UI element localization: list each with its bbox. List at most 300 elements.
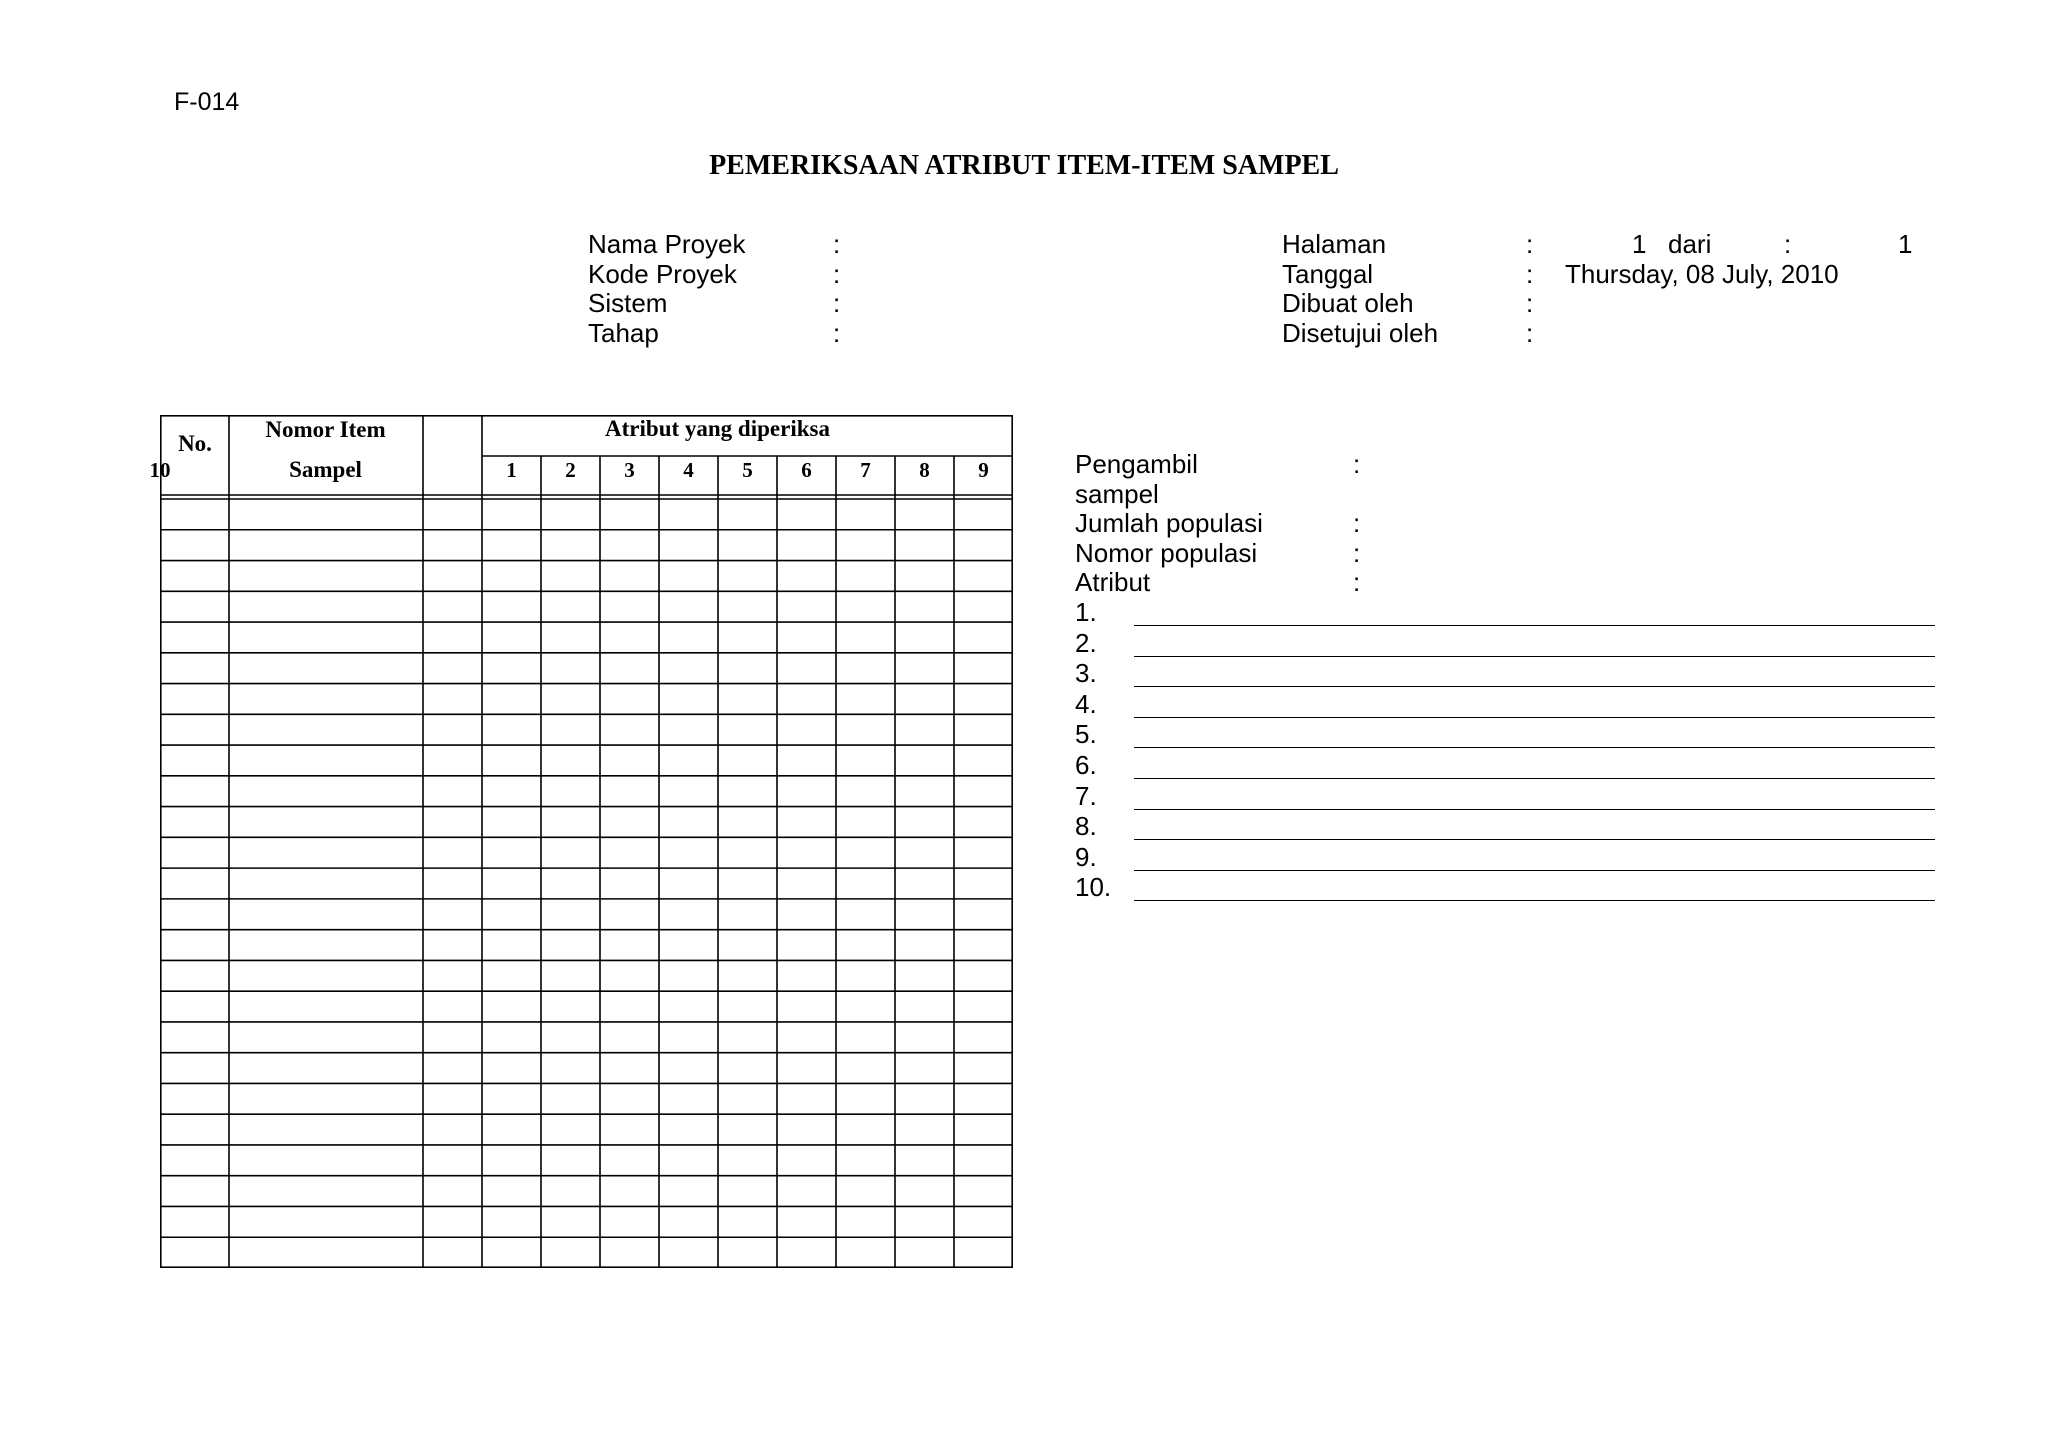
attribute-check-cell[interactable] <box>601 777 658 806</box>
attribute-check-cell[interactable] <box>660 1207 717 1236</box>
row-number-cell[interactable] <box>161 1023 228 1052</box>
attribute-fill-line[interactable] <box>1134 870 1935 871</box>
attribute-check-cell[interactable] <box>483 500 540 529</box>
attribute-check-cell[interactable] <box>483 961 540 990</box>
row-number-cell[interactable] <box>161 869 228 898</box>
item-number-cell[interactable] <box>230 592 422 621</box>
attribute-check-cell[interactable] <box>719 500 776 529</box>
attribute-check-cell[interactable] <box>542 931 599 960</box>
attribute-check-cell[interactable] <box>601 961 658 990</box>
attribute-check-cell[interactable] <box>955 808 1012 837</box>
attribute-check-cell[interactable] <box>837 961 894 990</box>
row-number-cell[interactable] <box>161 992 228 1021</box>
attribute-check-cell[interactable] <box>896 808 953 837</box>
attribute-fill-line[interactable] <box>1134 625 1935 626</box>
attribute-check-cell[interactable] <box>896 1207 953 1236</box>
attribute-check-cell[interactable] <box>483 869 540 898</box>
attribute-check-cell[interactable] <box>601 1023 658 1052</box>
attribute-check-cell[interactable] <box>778 715 835 744</box>
attribute-check-cell[interactable] <box>955 1023 1012 1052</box>
attribute-check-cell[interactable] <box>424 1054 481 1083</box>
row-number-cell[interactable] <box>161 654 228 683</box>
attribute-check-cell[interactable] <box>837 1084 894 1113</box>
attribute-check-cell[interactable] <box>778 961 835 990</box>
attribute-check-cell[interactable] <box>424 1023 481 1052</box>
attribute-check-cell[interactable] <box>837 1146 894 1175</box>
attribute-check-cell[interactable] <box>483 592 540 621</box>
attribute-check-cell[interactable] <box>542 838 599 867</box>
attribute-check-cell[interactable] <box>955 623 1012 652</box>
attribute-check-cell[interactable] <box>955 592 1012 621</box>
item-number-cell[interactable] <box>230 777 422 806</box>
attribute-check-cell[interactable] <box>660 500 717 529</box>
attribute-check-cell[interactable] <box>955 961 1012 990</box>
attribute-check-cell[interactable] <box>660 715 717 744</box>
attribute-check-cell[interactable] <box>424 931 481 960</box>
attribute-check-cell[interactable] <box>424 1146 481 1175</box>
row-number-cell[interactable] <box>161 500 228 529</box>
item-number-cell[interactable] <box>230 685 422 714</box>
attribute-check-cell[interactable] <box>778 992 835 1021</box>
attribute-check-cell[interactable] <box>424 1115 481 1144</box>
attribute-check-cell[interactable] <box>955 900 1012 929</box>
attribute-check-cell[interactable] <box>542 900 599 929</box>
attribute-check-cell[interactable] <box>719 900 776 929</box>
attribute-check-cell[interactable] <box>424 562 481 591</box>
attribute-check-cell[interactable] <box>837 900 894 929</box>
attribute-check-cell[interactable] <box>837 1115 894 1144</box>
attribute-check-cell[interactable] <box>837 715 894 744</box>
attribute-check-cell[interactable] <box>778 1054 835 1083</box>
attribute-fill-line[interactable] <box>1134 686 1935 687</box>
attribute-check-cell[interactable] <box>424 685 481 714</box>
item-number-cell[interactable] <box>230 992 422 1021</box>
attribute-check-cell[interactable] <box>601 623 658 652</box>
attribute-check-cell[interactable] <box>955 869 1012 898</box>
attribute-check-cell[interactable] <box>483 562 540 591</box>
attribute-check-cell[interactable] <box>542 1177 599 1206</box>
item-number-cell[interactable] <box>230 500 422 529</box>
attribute-check-cell[interactable] <box>542 961 599 990</box>
attribute-check-cell[interactable] <box>778 900 835 929</box>
attribute-check-cell[interactable] <box>778 562 835 591</box>
attribute-check-cell[interactable] <box>483 1238 540 1267</box>
attribute-check-cell[interactable] <box>601 900 658 929</box>
attribute-check-cell[interactable] <box>837 1177 894 1206</box>
attribute-check-cell[interactable] <box>483 654 540 683</box>
attribute-check-cell[interactable] <box>483 1207 540 1236</box>
attribute-check-cell[interactable] <box>719 654 776 683</box>
attribute-check-cell[interactable] <box>542 1054 599 1083</box>
attribute-check-cell[interactable] <box>660 562 717 591</box>
attribute-fill-line[interactable] <box>1134 717 1935 718</box>
attribute-check-cell[interactable] <box>778 623 835 652</box>
item-number-cell[interactable] <box>230 1177 422 1206</box>
attribute-check-cell[interactable] <box>601 592 658 621</box>
row-number-cell[interactable] <box>161 592 228 621</box>
attribute-check-cell[interactable] <box>719 685 776 714</box>
attribute-check-cell[interactable] <box>542 562 599 591</box>
attribute-check-cell[interactable] <box>483 1146 540 1175</box>
attribute-check-cell[interactable] <box>660 1146 717 1175</box>
attribute-check-cell[interactable] <box>896 838 953 867</box>
attribute-check-cell[interactable] <box>837 1238 894 1267</box>
attribute-check-cell[interactable] <box>896 1023 953 1052</box>
attribute-check-cell[interactable] <box>778 931 835 960</box>
item-number-cell[interactable] <box>230 1207 422 1236</box>
attribute-check-cell[interactable] <box>424 1238 481 1267</box>
attribute-check-cell[interactable] <box>837 1023 894 1052</box>
attribute-check-cell[interactable] <box>778 1146 835 1175</box>
item-number-cell[interactable] <box>230 562 422 591</box>
attribute-check-cell[interactable] <box>896 562 953 591</box>
attribute-check-cell[interactable] <box>542 1023 599 1052</box>
attribute-check-cell[interactable] <box>424 1177 481 1206</box>
attribute-check-cell[interactable] <box>778 1084 835 1113</box>
item-number-cell[interactable] <box>230 531 422 560</box>
attribute-check-cell[interactable] <box>896 685 953 714</box>
attribute-check-cell[interactable] <box>660 746 717 775</box>
row-number-cell[interactable] <box>161 715 228 744</box>
attribute-check-cell[interactable] <box>424 900 481 929</box>
attribute-check-cell[interactable] <box>483 900 540 929</box>
attribute-check-cell[interactable] <box>896 500 953 529</box>
attribute-fill-line[interactable] <box>1134 778 1935 779</box>
attribute-check-cell[interactable] <box>660 1238 717 1267</box>
attribute-check-cell[interactable] <box>955 992 1012 1021</box>
item-number-cell[interactable] <box>230 654 422 683</box>
attribute-check-cell[interactable] <box>483 777 540 806</box>
item-number-cell[interactable] <box>230 1146 422 1175</box>
attribute-check-cell[interactable] <box>719 1146 776 1175</box>
attribute-check-cell[interactable] <box>483 1084 540 1113</box>
attribute-check-cell[interactable] <box>424 1207 481 1236</box>
attribute-check-cell[interactable] <box>955 931 1012 960</box>
attribute-check-cell[interactable] <box>837 1207 894 1236</box>
attribute-fill-line[interactable] <box>1134 656 1935 657</box>
attribute-check-cell[interactable] <box>837 1054 894 1083</box>
attribute-check-cell[interactable] <box>896 654 953 683</box>
attribute-check-cell[interactable] <box>660 900 717 929</box>
attribute-check-cell[interactable] <box>483 992 540 1021</box>
item-number-cell[interactable] <box>230 1054 422 1083</box>
attribute-check-cell[interactable] <box>424 623 481 652</box>
attribute-check-cell[interactable] <box>837 746 894 775</box>
attribute-check-cell[interactable] <box>896 1115 953 1144</box>
attribute-check-cell[interactable] <box>896 1177 953 1206</box>
attribute-check-cell[interactable] <box>896 1238 953 1267</box>
attribute-check-cell[interactable] <box>955 838 1012 867</box>
attribute-check-cell[interactable] <box>896 1084 953 1113</box>
attribute-check-cell[interactable] <box>601 1054 658 1083</box>
row-number-cell[interactable] <box>161 685 228 714</box>
attribute-check-cell[interactable] <box>837 992 894 1021</box>
attribute-check-cell[interactable] <box>719 746 776 775</box>
attribute-check-cell[interactable] <box>424 777 481 806</box>
row-number-cell[interactable] <box>161 562 228 591</box>
attribute-check-cell[interactable] <box>778 808 835 837</box>
attribute-check-cell[interactable] <box>837 623 894 652</box>
attribute-check-cell[interactable] <box>955 654 1012 683</box>
row-number-cell[interactable] <box>161 777 228 806</box>
attribute-check-cell[interactable] <box>778 838 835 867</box>
attribute-fill-line[interactable] <box>1134 900 1935 901</box>
attribute-check-cell[interactable] <box>955 1207 1012 1236</box>
attribute-check-cell[interactable] <box>719 1207 776 1236</box>
attribute-check-cell[interactable] <box>424 869 481 898</box>
attribute-check-cell[interactable] <box>837 592 894 621</box>
attribute-check-cell[interactable] <box>601 808 658 837</box>
attribute-check-cell[interactable] <box>719 1054 776 1083</box>
row-number-cell[interactable] <box>161 900 228 929</box>
attribute-check-cell[interactable] <box>424 592 481 621</box>
item-number-cell[interactable] <box>230 838 422 867</box>
attribute-check-cell[interactable] <box>542 869 599 898</box>
attribute-check-cell[interactable] <box>424 715 481 744</box>
attribute-check-cell[interactable] <box>660 1023 717 1052</box>
attribute-check-cell[interactable] <box>896 746 953 775</box>
attribute-check-cell[interactable] <box>601 1238 658 1267</box>
attribute-check-cell[interactable] <box>424 500 481 529</box>
attribute-check-cell[interactable] <box>778 592 835 621</box>
attribute-check-cell[interactable] <box>719 992 776 1021</box>
attribute-check-cell[interactable] <box>601 838 658 867</box>
attribute-check-cell[interactable] <box>719 869 776 898</box>
row-number-cell[interactable] <box>161 1084 228 1113</box>
attribute-check-cell[interactable] <box>719 1023 776 1052</box>
row-number-cell[interactable] <box>161 961 228 990</box>
attribute-check-cell[interactable] <box>660 931 717 960</box>
attribute-check-cell[interactable] <box>719 838 776 867</box>
attribute-check-cell[interactable] <box>483 531 540 560</box>
attribute-check-cell[interactable] <box>719 1177 776 1206</box>
attribute-check-cell[interactable] <box>955 1054 1012 1083</box>
attribute-check-cell[interactable] <box>542 715 599 744</box>
item-number-cell[interactable] <box>230 931 422 960</box>
attribute-check-cell[interactable] <box>601 685 658 714</box>
row-number-cell[interactable] <box>161 1177 228 1206</box>
attribute-check-cell[interactable] <box>896 931 953 960</box>
attribute-check-cell[interactable] <box>601 931 658 960</box>
attribute-check-cell[interactable] <box>778 1177 835 1206</box>
row-number-cell[interactable] <box>161 746 228 775</box>
row-number-cell[interactable] <box>161 808 228 837</box>
attribute-check-cell[interactable] <box>424 808 481 837</box>
attribute-check-cell[interactable] <box>719 1238 776 1267</box>
item-number-cell[interactable] <box>230 808 422 837</box>
attribute-check-cell[interactable] <box>837 869 894 898</box>
attribute-check-cell[interactable] <box>837 562 894 591</box>
attribute-check-cell[interactable] <box>778 531 835 560</box>
attribute-check-cell[interactable] <box>424 1084 481 1113</box>
attribute-check-cell[interactable] <box>660 961 717 990</box>
attribute-check-cell[interactable] <box>896 869 953 898</box>
attribute-check-cell[interactable] <box>660 1177 717 1206</box>
attribute-check-cell[interactable] <box>601 992 658 1021</box>
attribute-check-cell[interactable] <box>778 1238 835 1267</box>
attribute-check-cell[interactable] <box>542 808 599 837</box>
row-number-cell[interactable] <box>161 1207 228 1236</box>
attribute-check-cell[interactable] <box>601 1115 658 1144</box>
attribute-check-cell[interactable] <box>837 808 894 837</box>
attribute-check-cell[interactable] <box>601 869 658 898</box>
attribute-check-cell[interactable] <box>601 1146 658 1175</box>
attribute-check-cell[interactable] <box>955 685 1012 714</box>
attribute-check-cell[interactable] <box>601 562 658 591</box>
attribute-check-cell[interactable] <box>955 1084 1012 1113</box>
attribute-check-cell[interactable] <box>660 1054 717 1083</box>
attribute-check-cell[interactable] <box>660 1084 717 1113</box>
attribute-check-cell[interactable] <box>778 1207 835 1236</box>
attribute-check-cell[interactable] <box>719 931 776 960</box>
attribute-check-cell[interactable] <box>424 838 481 867</box>
attribute-check-cell[interactable] <box>601 715 658 744</box>
attribute-check-cell[interactable] <box>837 654 894 683</box>
attribute-check-cell[interactable] <box>542 1238 599 1267</box>
attribute-check-cell[interactable] <box>483 746 540 775</box>
attribute-check-cell[interactable] <box>542 1146 599 1175</box>
attribute-check-cell[interactable] <box>719 592 776 621</box>
attribute-check-cell[interactable] <box>424 531 481 560</box>
row-number-cell[interactable] <box>161 1238 228 1267</box>
attribute-check-cell[interactable] <box>660 992 717 1021</box>
attribute-check-cell[interactable] <box>424 654 481 683</box>
attribute-check-cell[interactable] <box>837 685 894 714</box>
item-number-cell[interactable] <box>230 1023 422 1052</box>
attribute-check-cell[interactable] <box>719 961 776 990</box>
item-number-cell[interactable] <box>230 715 422 744</box>
attribute-check-cell[interactable] <box>778 869 835 898</box>
attribute-check-cell[interactable] <box>660 654 717 683</box>
attribute-check-cell[interactable] <box>719 623 776 652</box>
attribute-check-cell[interactable] <box>837 777 894 806</box>
attribute-check-cell[interactable] <box>542 654 599 683</box>
attribute-check-cell[interactable] <box>778 1115 835 1144</box>
attribute-check-cell[interactable] <box>542 746 599 775</box>
attribute-fill-line[interactable] <box>1134 747 1935 748</box>
attribute-check-cell[interactable] <box>601 746 658 775</box>
attribute-check-cell[interactable] <box>601 1207 658 1236</box>
row-number-cell[interactable] <box>161 1146 228 1175</box>
attribute-check-cell[interactable] <box>896 623 953 652</box>
item-number-cell[interactable] <box>230 900 422 929</box>
attribute-check-cell[interactable] <box>955 1177 1012 1206</box>
attribute-check-cell[interactable] <box>660 869 717 898</box>
attribute-check-cell[interactable] <box>719 777 776 806</box>
attribute-check-cell[interactable] <box>424 746 481 775</box>
attribute-check-cell[interactable] <box>896 777 953 806</box>
item-number-cell[interactable] <box>230 746 422 775</box>
attribute-check-cell[interactable] <box>955 1115 1012 1144</box>
item-number-cell[interactable] <box>230 961 422 990</box>
attribute-check-cell[interactable] <box>601 654 658 683</box>
attribute-check-cell[interactable] <box>837 931 894 960</box>
attribute-check-cell[interactable] <box>955 777 1012 806</box>
attribute-check-cell[interactable] <box>896 900 953 929</box>
attribute-check-cell[interactable] <box>483 1177 540 1206</box>
attribute-fill-line[interactable] <box>1134 839 1935 840</box>
attribute-check-cell[interactable] <box>896 1054 953 1083</box>
attribute-check-cell[interactable] <box>719 1115 776 1144</box>
attribute-check-cell[interactable] <box>955 1238 1012 1267</box>
attribute-check-cell[interactable] <box>660 531 717 560</box>
attribute-check-cell[interactable] <box>483 685 540 714</box>
item-number-cell[interactable] <box>230 869 422 898</box>
item-number-cell[interactable] <box>230 623 422 652</box>
attribute-check-cell[interactable] <box>483 808 540 837</box>
item-number-cell[interactable] <box>230 1115 422 1144</box>
attribute-check-cell[interactable] <box>601 1084 658 1113</box>
attribute-check-cell[interactable] <box>542 592 599 621</box>
attribute-check-cell[interactable] <box>660 623 717 652</box>
attribute-check-cell[interactable] <box>542 992 599 1021</box>
attribute-check-cell[interactable] <box>601 531 658 560</box>
attribute-check-cell[interactable] <box>837 500 894 529</box>
attribute-check-cell[interactable] <box>719 808 776 837</box>
attribute-check-cell[interactable] <box>660 1115 717 1144</box>
row-number-cell[interactable] <box>161 1115 228 1144</box>
attribute-check-cell[interactable] <box>483 931 540 960</box>
attribute-check-cell[interactable] <box>424 992 481 1021</box>
attribute-check-cell[interactable] <box>778 777 835 806</box>
attribute-check-cell[interactable] <box>778 654 835 683</box>
row-number-cell[interactable] <box>161 623 228 652</box>
attribute-check-cell[interactable] <box>660 808 717 837</box>
attribute-check-cell[interactable] <box>542 500 599 529</box>
attribute-check-cell[interactable] <box>896 531 953 560</box>
attribute-check-cell[interactable] <box>542 1207 599 1236</box>
attribute-check-cell[interactable] <box>778 685 835 714</box>
attribute-check-cell[interactable] <box>896 992 953 1021</box>
attribute-check-cell[interactable] <box>719 531 776 560</box>
attribute-check-cell[interactable] <box>660 777 717 806</box>
attribute-check-cell[interactable] <box>660 592 717 621</box>
attribute-check-cell[interactable] <box>660 685 717 714</box>
attribute-check-cell[interactable] <box>719 1084 776 1113</box>
attribute-check-cell[interactable] <box>837 531 894 560</box>
row-number-cell[interactable] <box>161 838 228 867</box>
attribute-check-cell[interactable] <box>601 1177 658 1206</box>
attribute-check-cell[interactable] <box>542 1084 599 1113</box>
attribute-check-cell[interactable] <box>955 500 1012 529</box>
attribute-check-cell[interactable] <box>483 838 540 867</box>
attribute-check-cell[interactable] <box>896 715 953 744</box>
attribute-check-cell[interactable] <box>483 1115 540 1144</box>
attribute-check-cell[interactable] <box>719 715 776 744</box>
attribute-check-cell[interactable] <box>542 777 599 806</box>
attribute-check-cell[interactable] <box>837 838 894 867</box>
attribute-check-cell[interactable] <box>896 1146 953 1175</box>
attribute-check-cell[interactable] <box>778 746 835 775</box>
attribute-check-cell[interactable] <box>896 961 953 990</box>
attribute-check-cell[interactable] <box>896 592 953 621</box>
row-number-cell[interactable] <box>161 1054 228 1083</box>
attribute-check-cell[interactable] <box>719 562 776 591</box>
attribute-fill-line[interactable] <box>1134 809 1935 810</box>
row-number-cell[interactable] <box>161 531 228 560</box>
attribute-check-cell[interactable] <box>542 531 599 560</box>
attribute-check-cell[interactable] <box>542 1115 599 1144</box>
attribute-check-cell[interactable] <box>542 685 599 714</box>
attribute-check-cell[interactable] <box>955 562 1012 591</box>
attribute-check-cell[interactable] <box>601 500 658 529</box>
attribute-check-cell[interactable] <box>542 623 599 652</box>
attribute-check-cell[interactable] <box>424 961 481 990</box>
attribute-check-cell[interactable] <box>483 1023 540 1052</box>
attribute-check-cell[interactable] <box>955 1146 1012 1175</box>
attribute-check-cell[interactable] <box>778 500 835 529</box>
attribute-check-cell[interactable] <box>778 1023 835 1052</box>
